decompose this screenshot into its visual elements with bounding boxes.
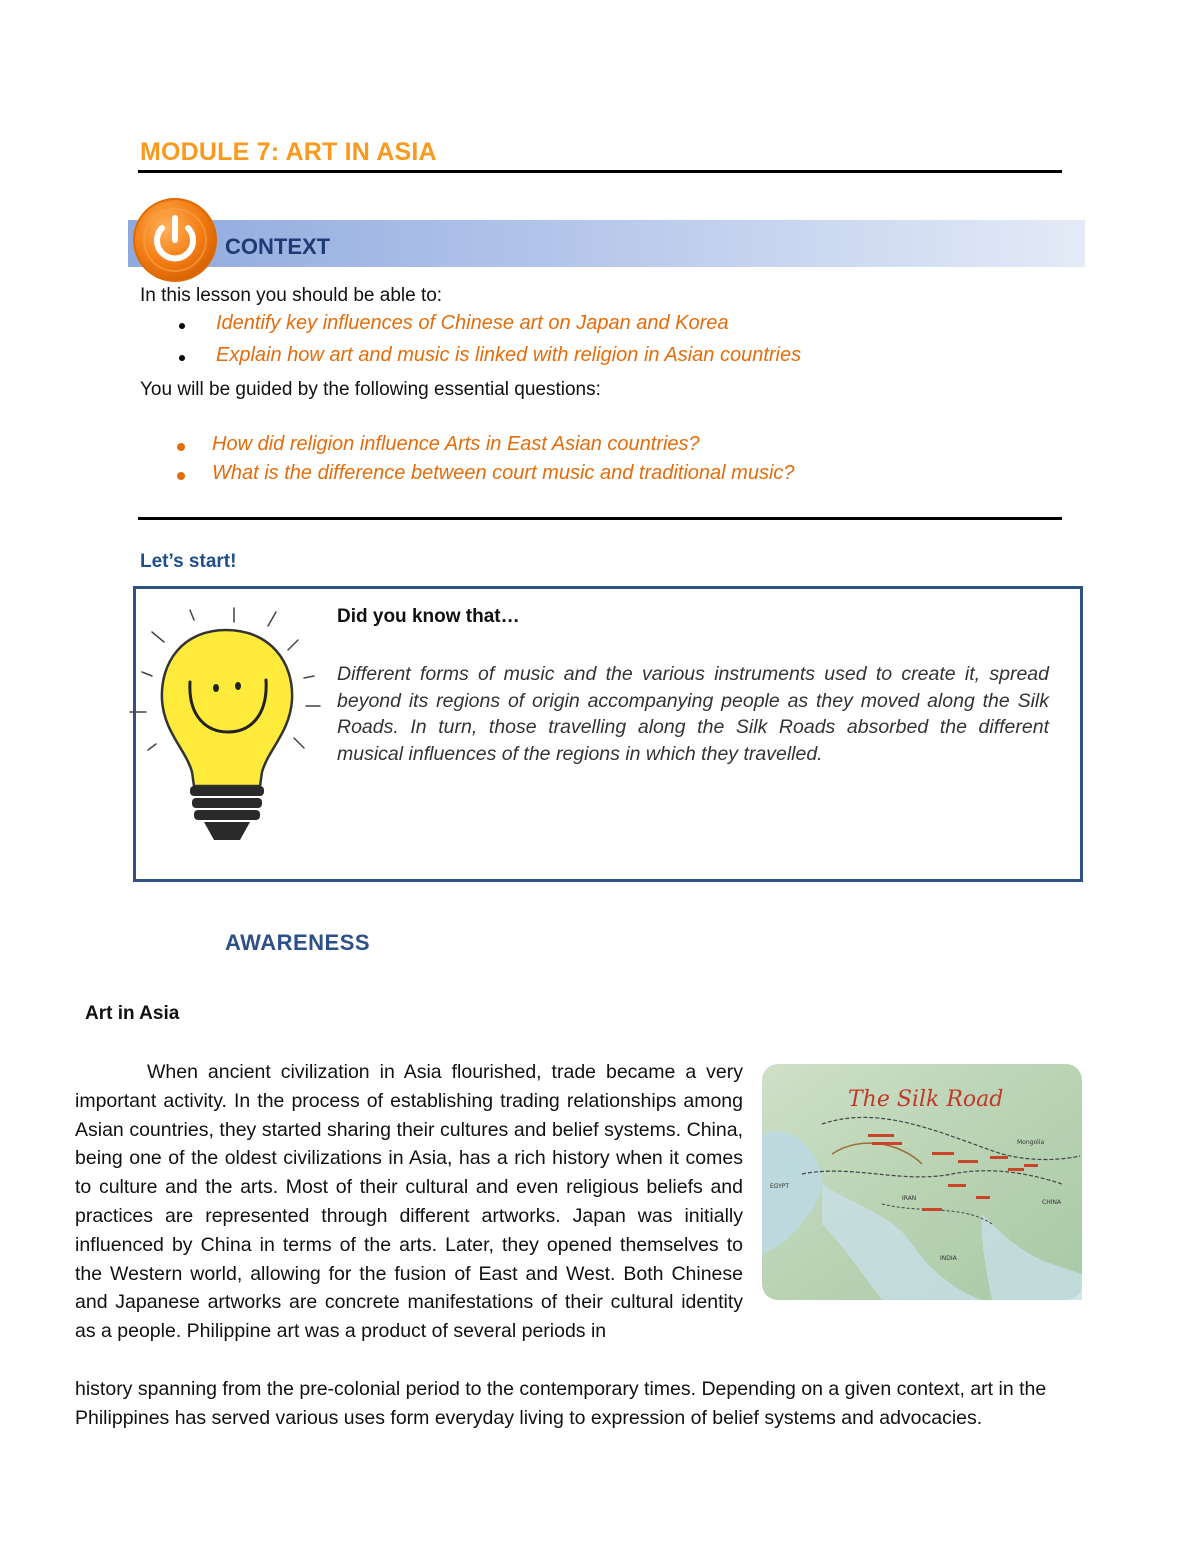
bullet-dot <box>177 443 185 451</box>
lets-start-heading: Let’s start! <box>140 551 237 572</box>
objective-item: Explain how art and music is linked with religion in Asian countries <box>216 344 802 366</box>
title-divider <box>138 170 1062 173</box>
power-icon <box>132 197 218 283</box>
map-label: CHINA <box>1042 1199 1062 1206</box>
question-item: How did religion influence Arts in East Asian countries? <box>212 433 700 455</box>
map-label: Mongolia <box>1017 1139 1045 1146</box>
questions-intro: You will be guided by the following essential questions: <box>140 379 601 400</box>
art-in-asia-subheading: Art in Asia <box>85 1003 180 1024</box>
objective-item: Identify key influences of Chinese art on Japan and Korea <box>216 312 729 334</box>
map-title: The Silk Road <box>848 1087 1004 1112</box>
awareness-paragraph-continued: history spanning from the pre-colonial period to the contemporary times. Depending on a given context, art in the Philippines has served various uses form everyday living to expression of belief systems and advocacies. <box>75 1378 1047 1429</box>
lightbulb-icon <box>128 600 328 850</box>
awareness-paragraph: When ancient civilization in Asia flourished, trade became a very important activity. In the process of establishing trading relationships among Asian countries, they started sharing their cultures and belief systems. China, being one of the oldest civilizations in Asia, has a rich history when it comes to culture and the arts. Most of their cultural and even religious beliefs and practices are represented through different artworks. Japan was initially influenced by China in terms of the arts. Later, they opened themselves to the Western world, allowing for the fusion of East and West. Both Chinese and Japanese artworks are concrete manifestations of their cultural identity as a people. Philippine art was a product of several periods in <box>75 1061 743 1343</box>
bullet-dot <box>177 472 185 480</box>
awareness-heading: AWARENESS <box>225 930 371 955</box>
map-label: IRAN <box>902 1195 917 1202</box>
did-you-know-text: Different forms of music and the various instruments used to create it, spread beyond its regions of origin accompanying people as they moved along the Silk Roads. In turn, those travelling along the Silk Roads absorbed the different musical influences of the regions in which they travelled. <box>337 663 1049 765</box>
section-divider <box>138 517 1062 520</box>
context-heading: CONTEXT <box>225 234 331 259</box>
did-you-know-title: Did you know that… <box>337 606 520 627</box>
bullet-dot <box>179 355 185 361</box>
map-label: INDIA <box>940 1255 957 1262</box>
objectives-intro: In this lesson you should be able to: <box>140 285 443 306</box>
silk-road-map <box>762 1064 1082 1300</box>
module-title: MODULE 7: ART IN ASIA <box>140 138 437 166</box>
bullet-dot <box>179 323 185 329</box>
question-item: What is the difference between court music and traditional music? <box>212 462 795 484</box>
map-label: EGYPT <box>770 1183 790 1190</box>
